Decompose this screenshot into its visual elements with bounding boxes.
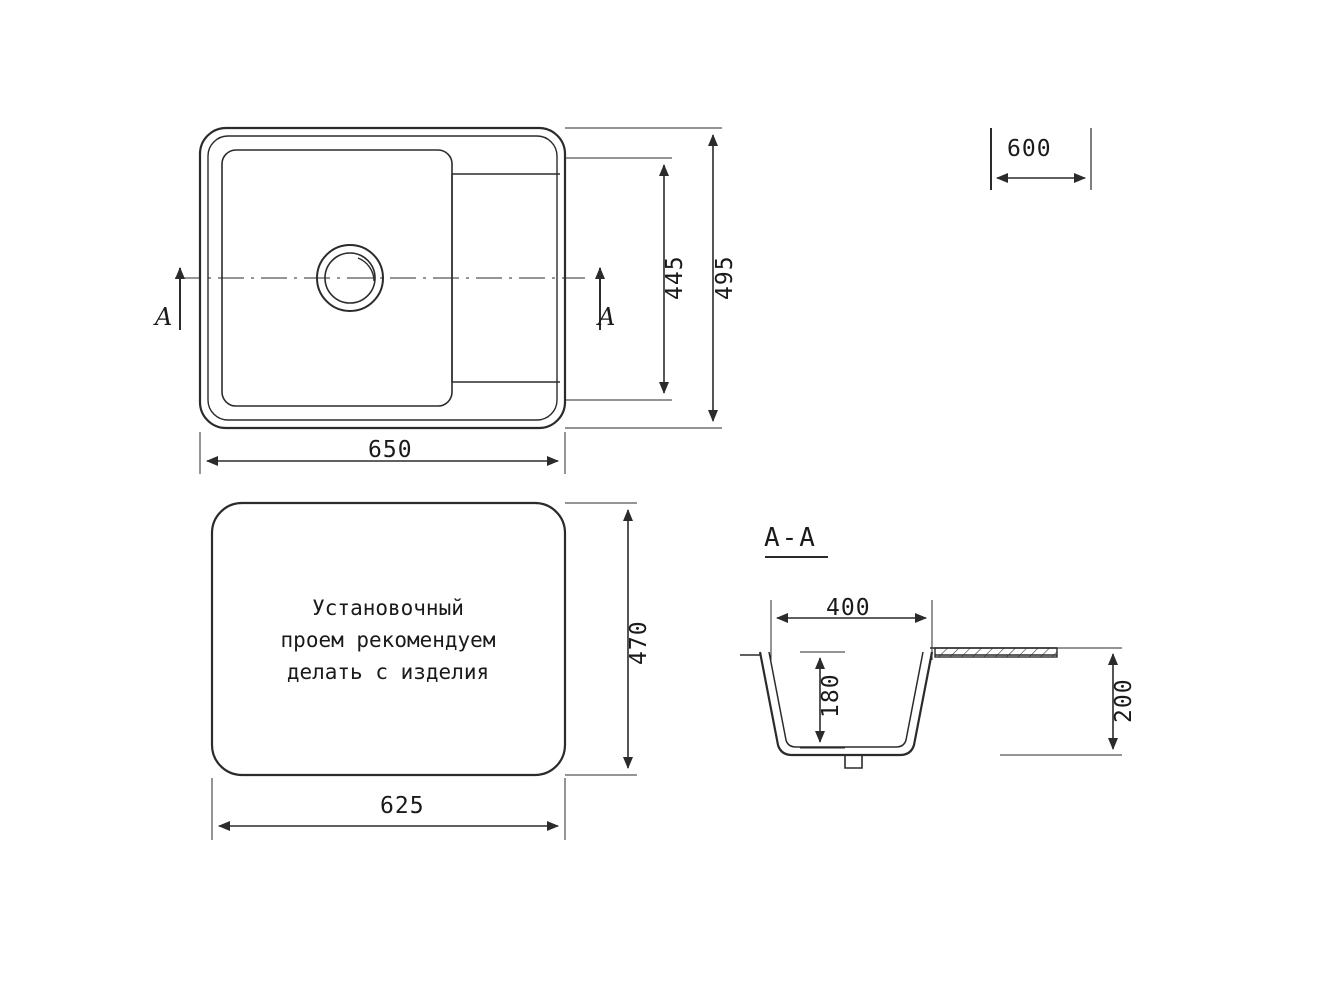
dim-label-width-650: 650 <box>368 437 413 463</box>
dim-label-cabinet-600: 600 <box>1007 136 1052 162</box>
dim-label-overall-depth-200: 200 <box>1111 678 1137 723</box>
section-aa-title: А-А <box>764 523 817 553</box>
cutout-note-line-3: делать с изделия <box>286 660 490 684</box>
section-mark-right-label: A <box>598 303 616 331</box>
dim-label-bowl-height-445: 445 <box>662 255 688 300</box>
cutout-note-line-2: проем рекомендуем <box>280 628 496 652</box>
cutout-note-line-1: Установочный <box>312 596 464 620</box>
dim-label-height-495: 495 <box>712 255 738 300</box>
dim-label-bowl-depth-180: 180 <box>818 673 844 718</box>
top-view-geometry <box>175 128 585 428</box>
section-aa-geometry <box>740 648 1057 768</box>
section-mark-left-label: A <box>155 303 173 331</box>
dim-label-bowl-width-400: 400 <box>826 595 871 621</box>
top-view-dimension-lines <box>200 128 722 474</box>
dim-label-cutout-width-625: 625 <box>380 793 425 819</box>
dim-label-cutout-height-470: 470 <box>626 620 652 665</box>
section-arrows <box>180 268 600 330</box>
